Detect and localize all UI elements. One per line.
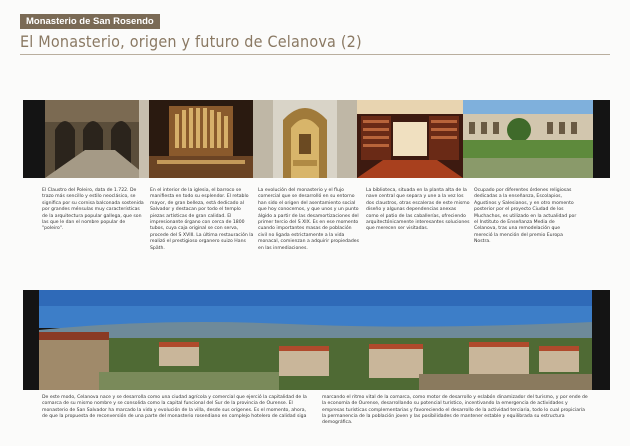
church-organ-photo bbox=[149, 100, 253, 178]
caption-cloister: El Claustro del Poleiro, data de 1.722. De trazo más sencillo y estilo neoclásico, se significa por su cornisa balconada sostenida por grandes ménsulas muy características de la arquitectura popular gallega, que son las que le dan el nombre popular de "poleiro". bbox=[42, 188, 144, 232]
caption-courtyard: Ocupado por diferentes órdenes religiosas dedicadas a la enseñanza, Escolapios, Agustinos y Salesianos, y en otro momento posterior por el proyecto Ciudad de los Muchachos, es utilizado en la actualidad por el Instituto de Enseñanza Media de Celanova, tras una remodelación que mereció la mención del premio Europa Nostra. bbox=[474, 188, 577, 245]
bottom-text bbox=[42, 395, 590, 426]
bottom-text-left: De este modo, Celanova nace y se desarrolla como una ciudad agrícola y comercial que ejerció la capitalidad de la comarca de su mismo nombre y se consolida como la capital funcional del Sur de la provincia de Ourense. El monasterio de San Salvador ha marcado la vida y evolución de la villa, desde sus orígenes. Es el momento, ahora, de que la propuesta de reconversión de una parte del monasterio rosendiano en complejo hotelero de calidad siga bbox=[42, 395, 307, 419]
section-tag: Monasterio de San Rosendo bbox=[20, 14, 160, 29]
caption-library: La biblioteca, situada en la planta alta de la nave central que separa y une a la vez los dos claustros, otras escaleras de este mismo diseño y algunas dependencias anexas como el patio de las caballerías, ofreciendo arquitectónicamente interesantes soluciones que merecen ser visitadas. bbox=[366, 188, 470, 232]
panorama-strip bbox=[23, 290, 610, 390]
town-panorama-photo bbox=[39, 290, 592, 390]
caption-evolution: La evolución del monasterio y el flujo comercial que se desarrolló en su entorno han sido el origen del asentamiento social que hoy conocemos, y que unos y un punto álgido a partir de las desamortizaciones del primer tercio del S XIX. Es en ese momento cuando importantes masas de población civil no ligada estrictamente a la vida monacal, comienzan a adquirir propiedades en las inmediaciones. bbox=[258, 188, 359, 251]
altarpiece-photo bbox=[253, 100, 357, 178]
page-title: El Monasterio, origen y futuro de Celanova (2) bbox=[20, 32, 362, 51]
title-rule bbox=[20, 54, 610, 55]
caption-church: En el interior de la iglesia, el barroco se manifiesta en todo su esplendor. El retablo mayor, de gran belleza, está dedicado al Salvador y destacan por todo el templo piezas artísticas de gran calidad. El impresionante órgano con cerca de 1800 tubos, cuya caja original se con serva, procede del S XVIII. La última restauración la realizó el prestigioso organero suizo Hans Späth. bbox=[150, 188, 254, 251]
photo-captions bbox=[42, 188, 582, 252]
top-photo-strip bbox=[23, 100, 610, 178]
library-photo bbox=[357, 100, 463, 178]
cloister-photo bbox=[45, 100, 149, 178]
courtyard-photo bbox=[463, 100, 593, 178]
bottom-text-right: marcando el ritmo vital de la comarca, como motor de desarrollo y eslabón dinamizador del turismo, y por ende de la economía de Ourense, desarrollando su potencial turístico, incentivando la emergencia de actividades y empresas turísticas complementarias y favoreciendo el desarrollo de la actividad terciaria, todo lo cual propiciaría la permanencia de la población joven y las posibilidades de mantener estable y equilibrada su estructura demográfica. bbox=[322, 395, 588, 426]
